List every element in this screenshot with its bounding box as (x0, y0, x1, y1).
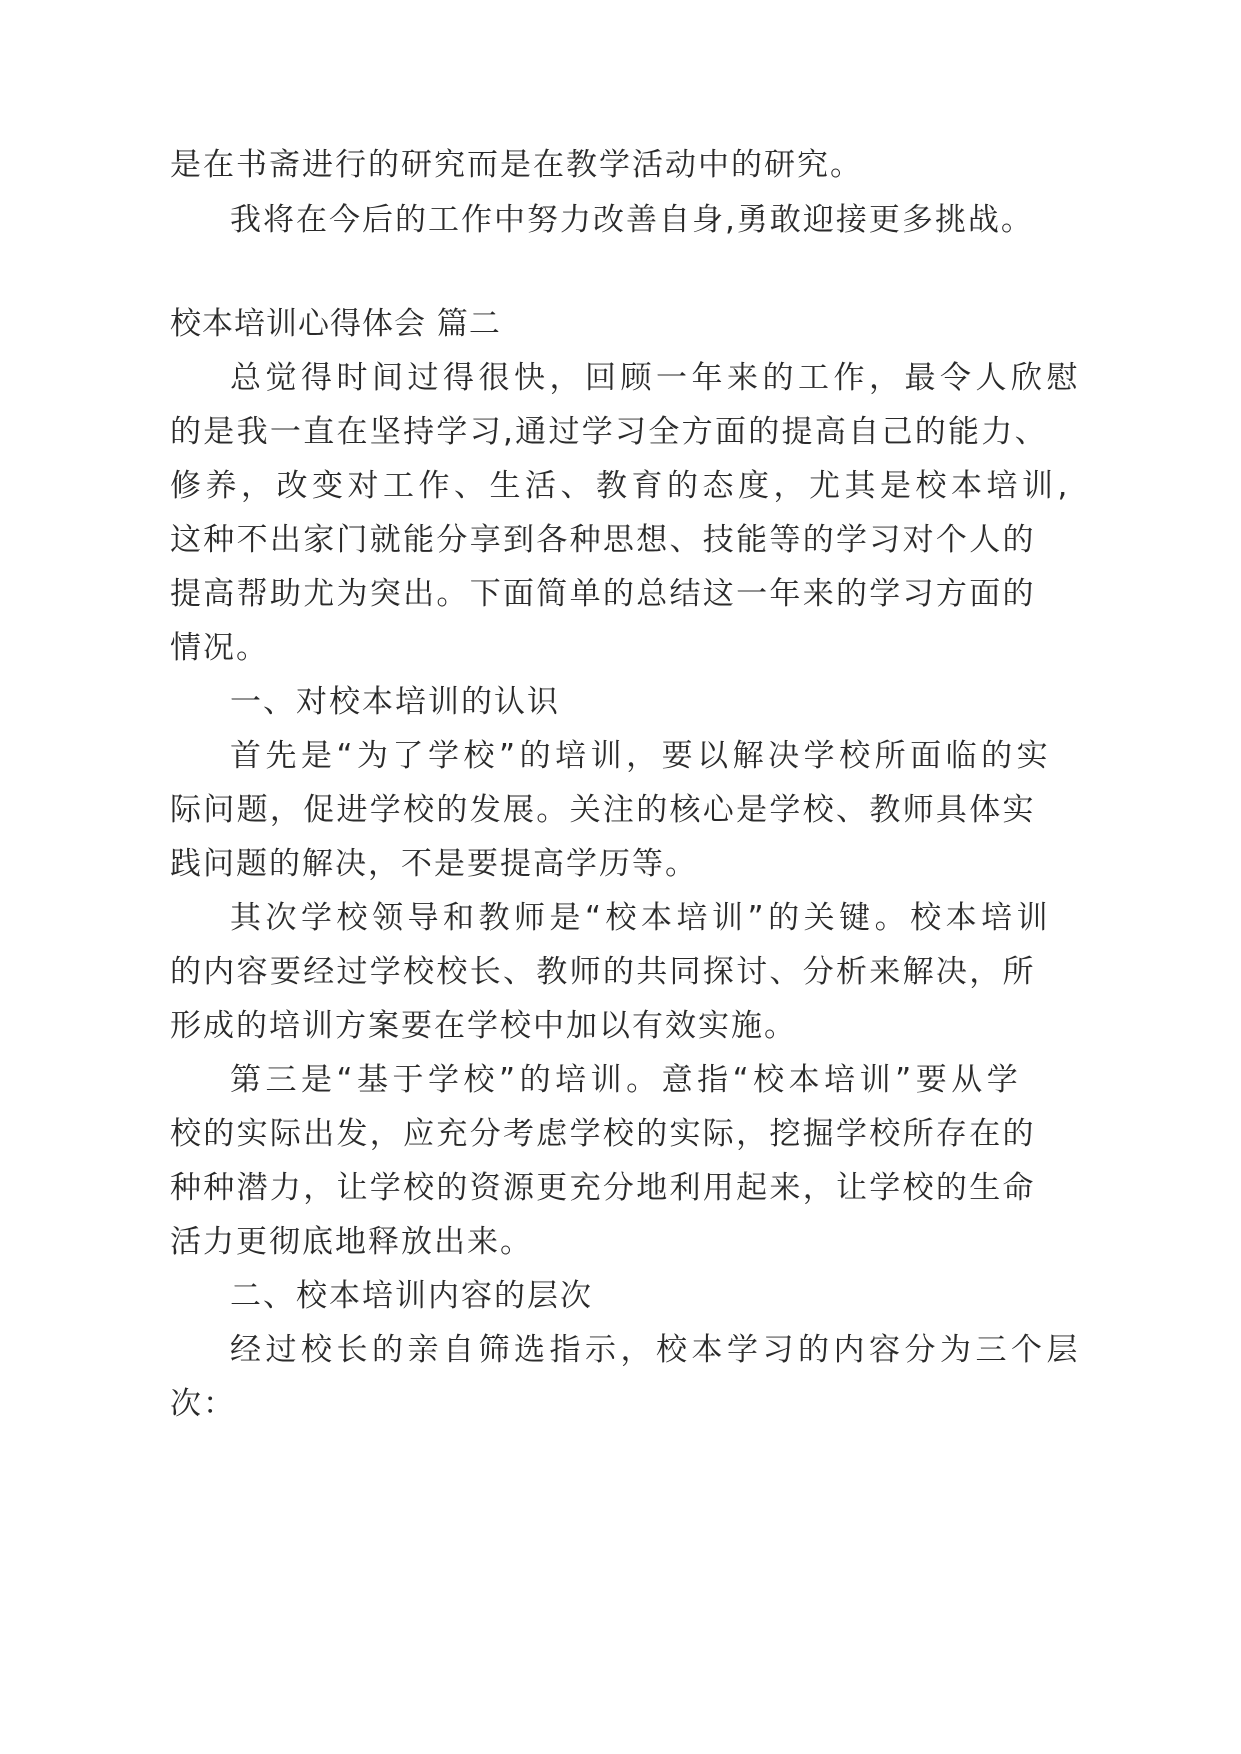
subheading: 一、对校本培训的认识 (230, 684, 560, 720)
section-heading: 校本培训心得体会 篇二 (170, 306, 501, 342)
paragraph-line: 形成的培训方案要在学校中加以有效实施。 (170, 1008, 797, 1044)
paragraph-line: 提高帮助尤为突出。下面简单的总结这一年来的学习方面的 (170, 576, 1036, 612)
paragraph-line: 次： (170, 1386, 236, 1422)
paragraph-line: 第三是“基于学校”的培训。意指“校本培训”要从学 (230, 1062, 1023, 1098)
paragraph-line: 总觉得时间过得很快，回顾一年来的工作，最令人欣慰 (230, 360, 1082, 396)
paragraph-line: 我将在今后的工作中努力改善自身,勇敢迎接更多挑战。 (230, 202, 1034, 238)
paragraph-line: 种种潜力，让学校的资源更充分地利用起来，让学校的生命 (170, 1170, 1036, 1206)
paragraph-line: 这种不出家门就能分享到各种思想、技能等的学习对个人的 (170, 522, 1036, 558)
paragraph-line: 是在书斋进行的研究而是在教学活动中的研究。 (170, 147, 863, 183)
paragraph-line: 活力更彻底地释放出来。 (170, 1224, 533, 1260)
paragraph-line: 的是我一直在坚持学习,通过学习全方面的提高自己的能力、 (170, 414, 1048, 450)
paragraph-line: 校的实际出发，应充分考虑学校的实际，挖掘学校所存在的 (170, 1116, 1036, 1152)
paragraph-line: 经过校长的亲自筛选指示，校本学习的内容分为三个层 (230, 1332, 1082, 1368)
paragraph-line: 其次学校领导和教师是“校本培训”的关键。校本培训 (230, 900, 1053, 936)
paragraph-line: 的内容要经过学校校长、教师的共同探讨、分析来解决，所 (170, 954, 1036, 990)
paragraph-line: 修养，改变对工作、生活、教育的态度，尤其是校本培训, (170, 468, 1072, 504)
paragraph-line: 际问题，促进学校的发展。关注的核心是学校、教师具体实 (170, 792, 1036, 828)
paragraph-line: 情况。 (170, 630, 269, 666)
paragraph-line: 践问题的解决，不是要提高学历等。 (170, 846, 698, 882)
paragraph-line: 首先是“为了学校”的培训，要以解决学校所面临的实 (230, 738, 1053, 774)
subheading: 二、校本培训内容的层次 (230, 1278, 593, 1314)
